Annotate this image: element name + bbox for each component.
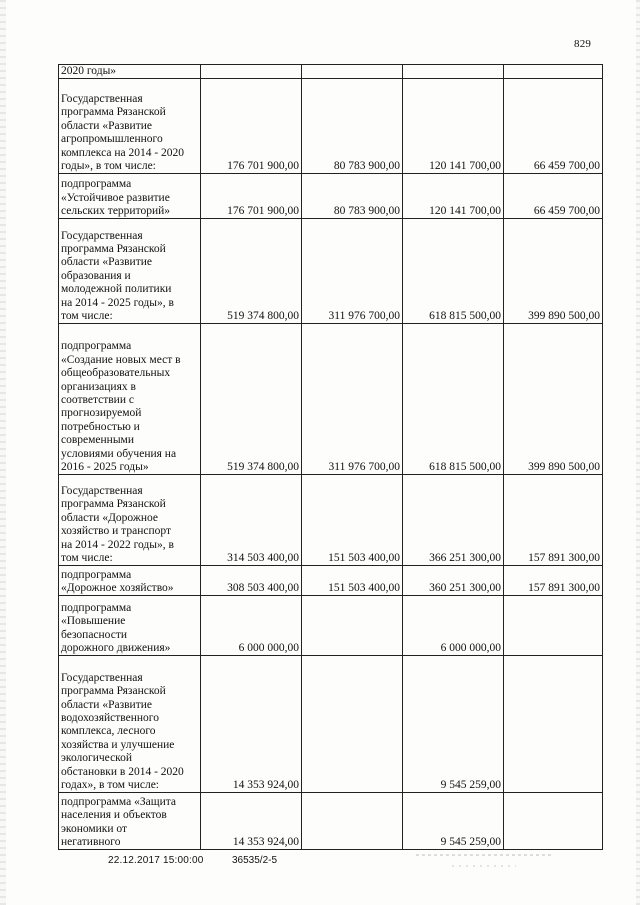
amount-cell-3 <box>403 65 504 79</box>
table-row <box>59 475 603 566</box>
amount-cell-2 <box>302 65 403 79</box>
amount-cell-4 <box>504 65 603 79</box>
amount-cell-3: 9 545 259,00 <box>403 793 504 850</box>
amount-cell-1: 176 701 900,00 <box>201 79 302 174</box>
amount-cell-4: 157 891 300,00 <box>504 566 603 596</box>
amount-cell-1: 308 503 400,00 <box>201 566 302 596</box>
amount-cell-1: 14 353 924,00 <box>201 656 302 793</box>
amount-cell-4: 399 890 500,00 <box>504 219 603 324</box>
amount-cell-1: 176 701 900,00 <box>201 174 302 219</box>
amount-cell-1: 314 503 400,00 <box>201 475 302 566</box>
amount-cell-2 <box>302 656 403 793</box>
amount-cell-2: 151 503 400,00 <box>302 566 403 596</box>
amount-cell-3: 120 141 700,00 <box>403 79 504 174</box>
amount-cell-2: 151 503 400,00 <box>302 475 403 566</box>
footer-timestamp: 22.12.2017 15:00:00 <box>108 855 204 866</box>
program-name-cell: 2020 годы» <box>59 65 201 79</box>
amount-cell-4 <box>504 656 603 793</box>
footer-document-code: 36535/2-5 <box>232 855 278 866</box>
amount-cell-3: 120 141 700,00 <box>403 174 504 219</box>
amount-cell-3: 9 545 259,00 <box>403 656 504 793</box>
amount-cell-4: 399 890 500,00 <box>504 324 603 475</box>
program-name-cell: подпрограмма «Создание новых мест в общеобразовательных организациях в соответствии с прогнозируемой потребностью и современными условиями обучения на 2016 - 2025 годы» <box>59 324 201 475</box>
faint-stamp-mark <box>416 852 552 874</box>
amount-cell-4: 157 891 300,00 <box>504 475 603 566</box>
table-row <box>59 566 603 596</box>
budget-table <box>58 64 603 850</box>
amount-cell-3: 6 000 000,00 <box>403 596 504 656</box>
amount-cell-4 <box>504 596 603 656</box>
scan-edge-left <box>0 0 6 905</box>
table-row <box>59 324 603 475</box>
amount-cell-3: 360 251 300,00 <box>403 566 504 596</box>
table-row <box>59 793 603 850</box>
amount-cell-4: 66 459 700,00 <box>504 79 603 174</box>
program-name-cell: Государственная программа Рязанской области «Развитие водохозяйственного комплекса, лесного хозяйства и улучшение экологической обстановки в 2014 - 2020 годах», в том числе: <box>59 656 201 793</box>
program-name-cell: подпрограмма «Защита населения и объектов экономики от негативного <box>59 793 201 850</box>
program-name-cell: подпрограмма «Дорожное хозяйство» <box>59 566 201 596</box>
page-number: 829 <box>574 38 592 50</box>
amount-cell-1: 519 374 800,00 <box>201 219 302 324</box>
table-row <box>59 656 603 793</box>
table-row <box>59 219 603 324</box>
amount-cell-2: 80 783 900,00 <box>302 174 403 219</box>
amount-cell-1: 519 374 800,00 <box>201 324 302 475</box>
amount-cell-3: 618 815 500,00 <box>403 324 504 475</box>
amount-cell-2 <box>302 793 403 850</box>
program-name-cell: Государственная программа Рязанской области «Развитие агропромышленного комплекса на 2014 - 2020 годы», в том числе: <box>59 79 201 174</box>
amount-cell-1 <box>201 65 302 79</box>
amount-cell-4: 66 459 700,00 <box>504 174 603 219</box>
amount-cell-2 <box>302 596 403 656</box>
program-name-cell: подпрограмма «Устойчивое развитие сельских территорий» <box>59 174 201 219</box>
amount-cell-2: 311 976 700,00 <box>302 324 403 475</box>
amount-cell-2: 311 976 700,00 <box>302 219 403 324</box>
table-row <box>59 174 603 219</box>
program-name-cell: подпрограмма «Повышение безопасности дорожного движения» <box>59 596 201 656</box>
program-name-cell: Государственная программа Рязанской области «Развитие образования и молодежной политики на 2014 - 2025 годы», в том числе: <box>59 219 201 324</box>
amount-cell-1: 14 353 924,00 <box>201 793 302 850</box>
amount-cell-2: 80 783 900,00 <box>302 79 403 174</box>
table-row <box>59 65 603 79</box>
scan-edge-right <box>636 0 640 905</box>
amount-cell-3: 618 815 500,00 <box>403 219 504 324</box>
amount-cell-3: 366 251 300,00 <box>403 475 504 566</box>
table-row <box>59 596 603 656</box>
amount-cell-4 <box>504 793 603 850</box>
program-name-cell: Государственная программа Рязанской области «Дорожное хозяйство и транспорт на 2014 - 2022 годы», в том числе: <box>59 475 201 566</box>
table-row <box>59 79 603 174</box>
amount-cell-1: 6 000 000,00 <box>201 596 302 656</box>
